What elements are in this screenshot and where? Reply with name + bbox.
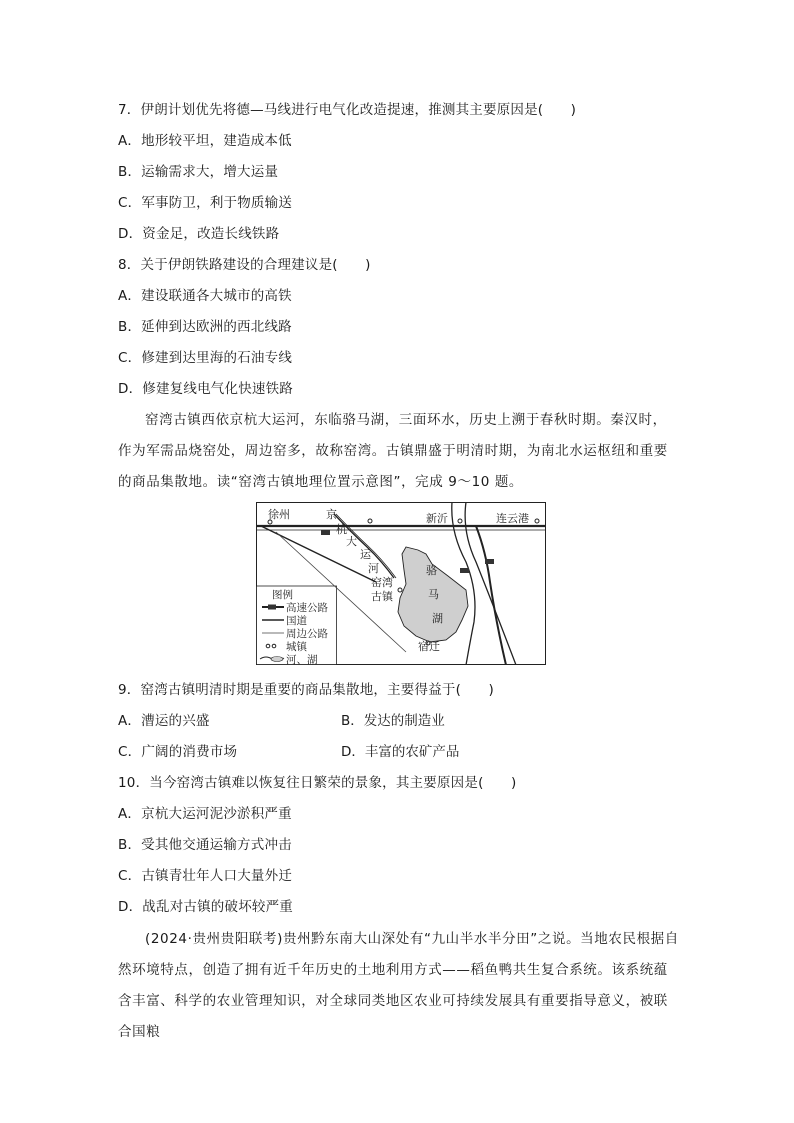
question-9-option-d: D．丰富的农矿产品 [341, 744, 460, 760]
question-10-option-b: B．受其他交通运输方式冲击 [118, 837, 292, 853]
passage-guizhou [118, 924, 680, 1048]
legend-river-lake: 河、湖 [286, 654, 318, 665]
legend-local-road: 周边公路 [286, 628, 328, 640]
question-9-option-c: C．广阔的消费市场 [118, 744, 238, 760]
canal-char-1: 京 [326, 508, 337, 521]
lake-char-1: 骆 [426, 564, 437, 577]
expressway-marker-1 [321, 530, 330, 535]
question-10-option-d: D．战乱对古镇的破坏较严重 [118, 899, 293, 915]
map-svg [256, 502, 546, 665]
label-yaowan-1: 窑湾 [371, 576, 393, 589]
passage-yaowan [118, 405, 680, 498]
question-8-stem: 8．关于伊朗铁路建设的合理建议是( ) [118, 257, 371, 273]
question-7-option-b: B．运输需求大，增大运量 [118, 164, 279, 180]
legend-national-road: 国道 [286, 615, 307, 627]
question-10-stem: 10．当今窑湾古镇难以恢复往日繁荣的景象，其主要原因是( ) [118, 775, 517, 791]
label-xinyi: 新沂 [426, 512, 448, 525]
label-lianyungang: 连云港 [496, 512, 529, 525]
passage-yaowan-text: 窑湾古镇西依京杭大运河，东临骆马湖，三面环水，历史上溯于春秋时期。秦汉时，作为军需品烧窑处，周边窑多，故称窑湾。古镇鼎盛于明清时期，为南北水运枢纽和重要的商品集散地。读“窑湾古镇地理位置示意图”，完成 9～10 题。 [118, 412, 668, 490]
question-8-option-a: A．建设联通各大城市的高铁 [118, 288, 292, 304]
question-7-option-a: A．地形较平坦，建造成本低 [118, 133, 292, 149]
legend-title: 图例 [272, 589, 293, 601]
canal-char-4: 运 [360, 548, 371, 561]
question-10-option-c: C．古镇青壮年人口大量外迁 [118, 868, 293, 884]
question-8-option-b: B．延伸到达欧洲的西北线路 [118, 319, 292, 335]
question-8-option-d: D．修建复线电气化快速铁路 [118, 381, 293, 397]
legend-expressway: 高速公路 [286, 602, 328, 614]
label-xuzhou: 徐州 [268, 508, 290, 521]
question-7-stem: 7．伊朗计划优先将德—马线进行电气化改造提速，推测其主要原因是( ) [118, 102, 577, 118]
question-9-option-b: B．发达的制造业 [341, 713, 445, 729]
expressway-marker-2 [460, 568, 469, 573]
question-10-option-a: A．京杭大运河泥沙淤积严重 [118, 806, 292, 822]
passage-guizhou-text: (2024·贵州贵阳联考)贵州黔东南大山深处有“九山半水半分田”之说。当地农民根据自然环境特点，创造了拥有近千年历史的土地利用方式——稻鱼鸭共生复合系统。该系统蕴含丰富、科学的农业管理知识，对全球同类地区农业可持续发展具有重要指导意义，被联合国粮 [118, 931, 679, 1040]
yaowan-location-map [256, 502, 546, 665]
lake-char-3: 湖 [432, 612, 443, 625]
question-9-option-a: A．漕运的兴盛 [118, 713, 210, 729]
expressway-marker-3 [485, 559, 494, 564]
question-9-stem: 9．窑湾古镇明清时期是重要的商品集散地，主要得益于( ) [118, 682, 494, 698]
label-suqian: 宿迁 [418, 640, 440, 653]
legend-town: 城镇 [286, 641, 307, 653]
canal-char-2: 杭 [336, 523, 347, 536]
question-7-option-d: D．资金足，改造长线铁路 [118, 226, 280, 242]
label-yaowan-2: 古镇 [371, 590, 393, 603]
lake-char-2: 马 [428, 588, 439, 601]
question-8-option-c: C．修建到达里海的石油专线 [118, 350, 293, 366]
canal-char-3: 大 [346, 535, 357, 548]
canal-char-5: 河 [368, 562, 379, 575]
question-7-option-c: C．军事防卫，利于物质输送 [118, 195, 293, 211]
